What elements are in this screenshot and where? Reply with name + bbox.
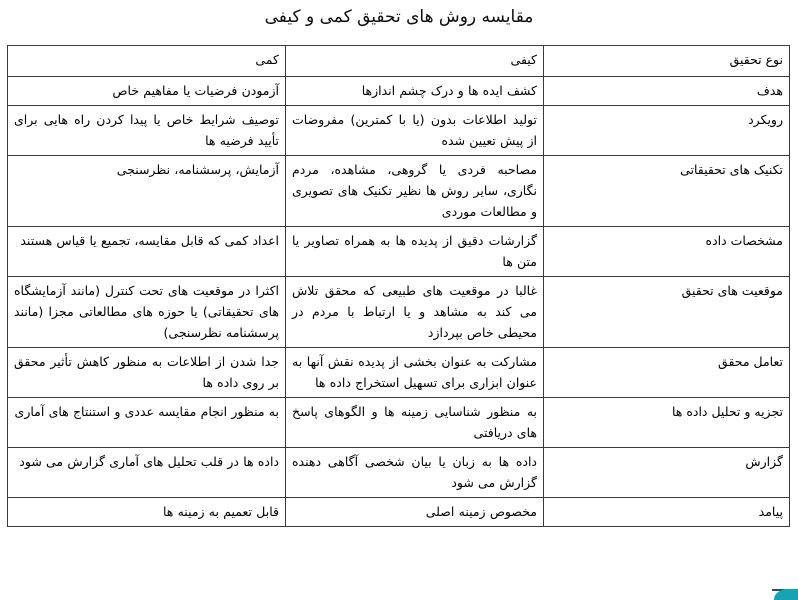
cell-qualitative: به منظور شناسایی زمینه ها و الگوهای پاسخ های دریافتی — [286, 398, 544, 448]
table-body — [8, 77, 790, 527]
table-header-row — [8, 46, 790, 77]
cell-research-type: پیامد — [544, 498, 790, 527]
table-row — [8, 77, 790, 106]
cell-research-type: رویکرد — [544, 106, 790, 156]
comparison-table-container — [8, 45, 790, 527]
cell-qualitative: داده ها به زبان یا بیان شخصی آگاهی دهنده گزارش می شود — [286, 448, 544, 498]
table-header — [8, 46, 790, 77]
cell-qualitative: مخصوص زمینه اصلی — [286, 498, 544, 527]
cell-qualitative: تولید اطلاعات بدون (یا با کمترین) مفروضات از پیش تعیین شده — [286, 106, 544, 156]
column-header-quantitative: کمی — [8, 46, 286, 77]
corner-decoration-icon — [772, 589, 798, 600]
cell-qualitative: گزارشات دقیق از پدیده ها به همراه تصاویر یا متن ها — [286, 227, 544, 277]
cell-quantitative: توصیف شرایط خاص یا پیدا کردن راه هایی برای تأیید فرضیه ها — [8, 106, 286, 156]
research-methods-comparison-table — [7, 45, 790, 527]
table-row — [8, 348, 790, 398]
cell-research-type: هدف — [544, 77, 790, 106]
cell-research-type: گزارش — [544, 448, 790, 498]
cell-quantitative: قابل تعمیم به زمینه ها — [8, 498, 286, 527]
decoration-blob — [774, 589, 798, 600]
cell-quantitative: آزمودن فرضیات یا مفاهیم خاص — [8, 77, 286, 106]
cell-qualitative: غالبا در موقعیت های طبیعی که محقق تلاش می کند به مشاهد و یا ارتباط با مردم در محیطی خاص بپردازد — [286, 277, 544, 348]
cell-research-type: مشخصات داده — [544, 227, 790, 277]
cell-qualitative: کشف ایده ها و درک چشم اندازها — [286, 77, 544, 106]
cell-research-type: تعامل محقق — [544, 348, 790, 398]
cell-quantitative: آزمایش، پرسشنامه، نظرسنجی — [8, 156, 286, 227]
table-row — [8, 277, 790, 348]
cell-research-type: تکنیک های تحقیقاتی — [544, 156, 790, 227]
page-title: مقایسه روش های تحقیق کمی و کیفی — [264, 7, 534, 27]
column-header-research-type: نوع تحقیق — [544, 46, 790, 77]
table-row — [8, 106, 790, 156]
table-row — [8, 498, 790, 527]
cell-qualitative: مصاحبه فردی یا گروهی، مشاهده، مردم نگاری، سایر روش ها نظیر تکنیک های تصویری و مطالعات موردی — [286, 156, 544, 227]
table-row — [8, 398, 790, 448]
cell-research-type: موقعیت های تحقیق — [544, 277, 790, 348]
cell-quantitative: داده ها در قلب تحلیل های آماری گزارش می شود — [8, 448, 286, 498]
cell-research-type: تجزیه و تحلیل داده ها — [544, 398, 790, 448]
cell-qualitative: مشارکت به عنوان بخشی از پدیده نقش آنها به عنوان ابزاری برای تسهیل استخراج داده ها — [286, 348, 544, 398]
cell-quantitative: جدا شدن از اطلاعات به منظور کاهش تأثیر محقق بر روی داده ها — [8, 348, 286, 398]
table-row — [8, 448, 790, 498]
table-row — [8, 156, 790, 227]
table-row — [8, 227, 790, 277]
decoration-rule — [772, 589, 798, 591]
column-header-qualitative: کیفی — [286, 46, 544, 77]
cell-quantitative: اعداد کمی که قابل مقایسه، تجمیع یا قیاس هستند — [8, 227, 286, 277]
cell-quantitative: به منظور انجام مقایسه عددی و استنتاج های آماری — [8, 398, 286, 448]
cell-quantitative: اکثرا در موقعیت های تحت کنترل (مانند آزمایشگاه های تحقیقاتی) یا حوزه های مطالعاتی مجزا (مانند پرسشنامه نظرسنجی) — [8, 277, 286, 348]
